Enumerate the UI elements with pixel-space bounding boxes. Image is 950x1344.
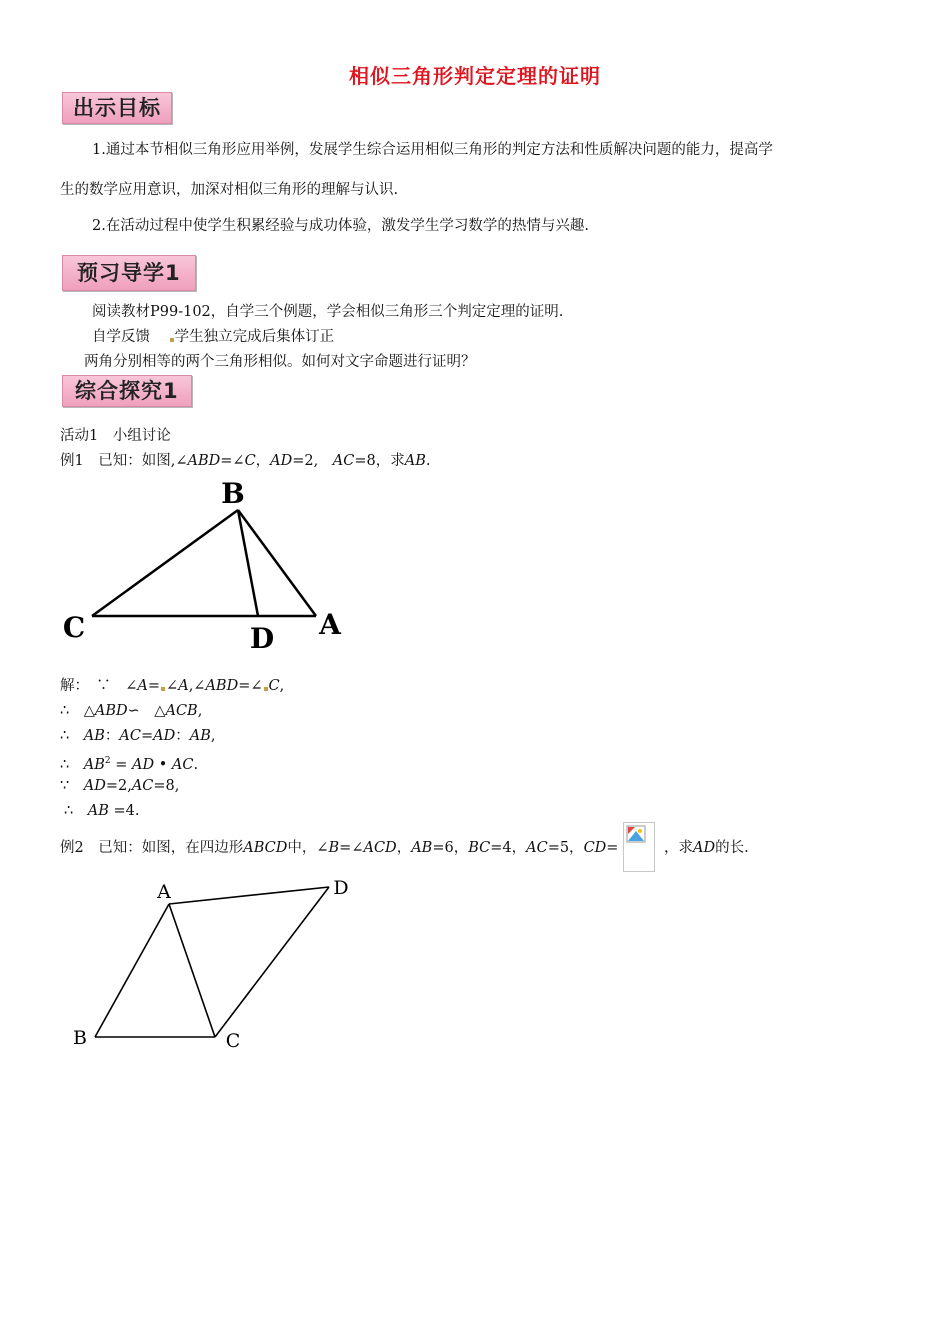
text: =2, [292,453,333,469]
vertex-b-label: B [221,477,245,510]
preview-feedback-label: 自学反馈 [92,329,150,345]
text: ∽ △ [127,703,166,719]
superscript-2: 2 [104,756,111,766]
var-abd: ABD [205,678,239,694]
text: ， [255,453,271,469]
var-a: A [178,678,189,694]
var-abd: ABD [94,703,128,719]
var-ab: AB [189,728,211,744]
var-ac: AC [131,778,154,794]
angle-abd: ∠ABD [175,453,221,469]
text: = [110,756,132,773]
text: =∠ [339,840,364,856]
text: ，求 [664,840,693,856]
vertex-b-label-2: B [73,1027,87,1049]
text: =5， [547,840,584,856]
text: =∠ [238,678,263,694]
figure-quadrilateral-abcd [95,887,329,1037]
var-ad: AD [131,756,155,773]
text: , [197,703,203,719]
objective-1-line-2: 生的数学应用意识，加深对相似三角形的理解与认识. [60,182,399,198]
var-ac: AC [332,453,355,469]
text: = [606,840,619,856]
text: 中，∠ [287,840,329,856]
preview-line-1: 阅读教材P99-102，自学三个例题，学会相似三角形三个判定定理的证明. [92,304,564,320]
var-a: A [137,678,148,694]
text: ∴ [64,803,88,819]
text: ， [396,840,412,856]
example-2-statement [60,838,618,858]
text: ： [104,728,120,744]
var-ab: AB [83,756,105,773]
solution-line-2 [60,701,202,721]
var-acb: ACB [165,703,198,719]
text: =∠ [220,453,245,469]
mark-dot [264,687,268,691]
text: ： [175,728,190,744]
text: =6， [432,840,469,856]
text: • [154,756,172,773]
var-ab: AB [87,803,109,819]
preview-feedback-text: 学生独立完成后集体订正 [174,329,335,345]
var-ac: AC [526,840,548,856]
text: ∴ △ [60,703,95,719]
text: , [279,678,285,694]
var-c: C [244,453,256,469]
vertex-d-label: D [249,622,275,655]
vertex-c-label-2: C [225,1030,241,1052]
broken-image-icon [623,822,655,872]
page-title: 相似三角形判定定理的证明 [349,64,601,88]
var-ac: AC [119,728,141,744]
var-ad: AD [153,728,176,744]
banner-objectives: 出示目标 [62,92,172,124]
text: =8, [153,778,180,794]
banner-explore: 综合探究1 [62,375,192,407]
activity-heading: 活动1 小组讨论 [60,428,171,444]
mark-dot [161,687,165,691]
solution-line-5 [60,776,179,796]
var-ad: AD [693,840,716,856]
text: =8，求 [354,453,405,469]
var-b: B [328,840,340,856]
text: 解： ∵ ∠ [60,678,138,694]
var-ad: AD [270,453,293,469]
vertex-a-label-2: A [157,881,171,903]
text: = [147,678,161,694]
text: 的长. [715,840,749,856]
text: , [210,728,216,744]
vertex-c-label: C [62,611,86,644]
vertex-a-label: A [319,608,341,641]
text: ∴ [60,756,84,773]
solution-line-1 [60,676,284,696]
var-ab: AB [83,728,105,744]
text: ∵ [60,778,84,794]
text: =4， [490,840,527,856]
var-abcd: ABCD [243,840,288,856]
text: =2, [105,778,132,794]
solution-line-3 [60,726,215,746]
example-1-label: 例1 已知：如图, [60,453,176,469]
var-ab: AB [404,453,426,469]
vertex-d-label-2: D [333,877,349,899]
text: = [140,728,154,744]
example-2-label: 例2 已知：如图，在四边形 [60,840,244,856]
text: =4. [108,803,140,819]
text: . [425,453,431,469]
example-2-tail [664,838,749,858]
text: . [193,756,199,773]
objective-2: 2.在活动过程中使学生积累经验与成功体验，激发学生学习数学的热情与兴趣. [92,218,589,234]
var-c: C [268,678,280,694]
var-bc: BC [468,840,491,856]
var-acd: ACD [363,840,397,856]
preview-line-3: 两角分别相等的两个三角形相似。如何对文字命题进行证明？ [84,354,476,370]
var-ac: AC [171,756,194,773]
var-ab: AB [411,840,433,856]
var-cd: CD [583,840,607,856]
solution-line-6 [64,801,139,821]
var-ad: AD [83,778,106,794]
text: ,∠ [188,678,206,694]
text: ∠ [166,678,179,694]
objective-1-line-1: 1.通过本节相似三角形应用举例，发展学生综合运用相似三角形的判定方法和性质解决问题的能力，提高学 [92,142,773,158]
text: ∴ [60,728,84,744]
solution-line-4 [60,751,198,775]
banner-preview: 预习导学1 [62,255,196,291]
